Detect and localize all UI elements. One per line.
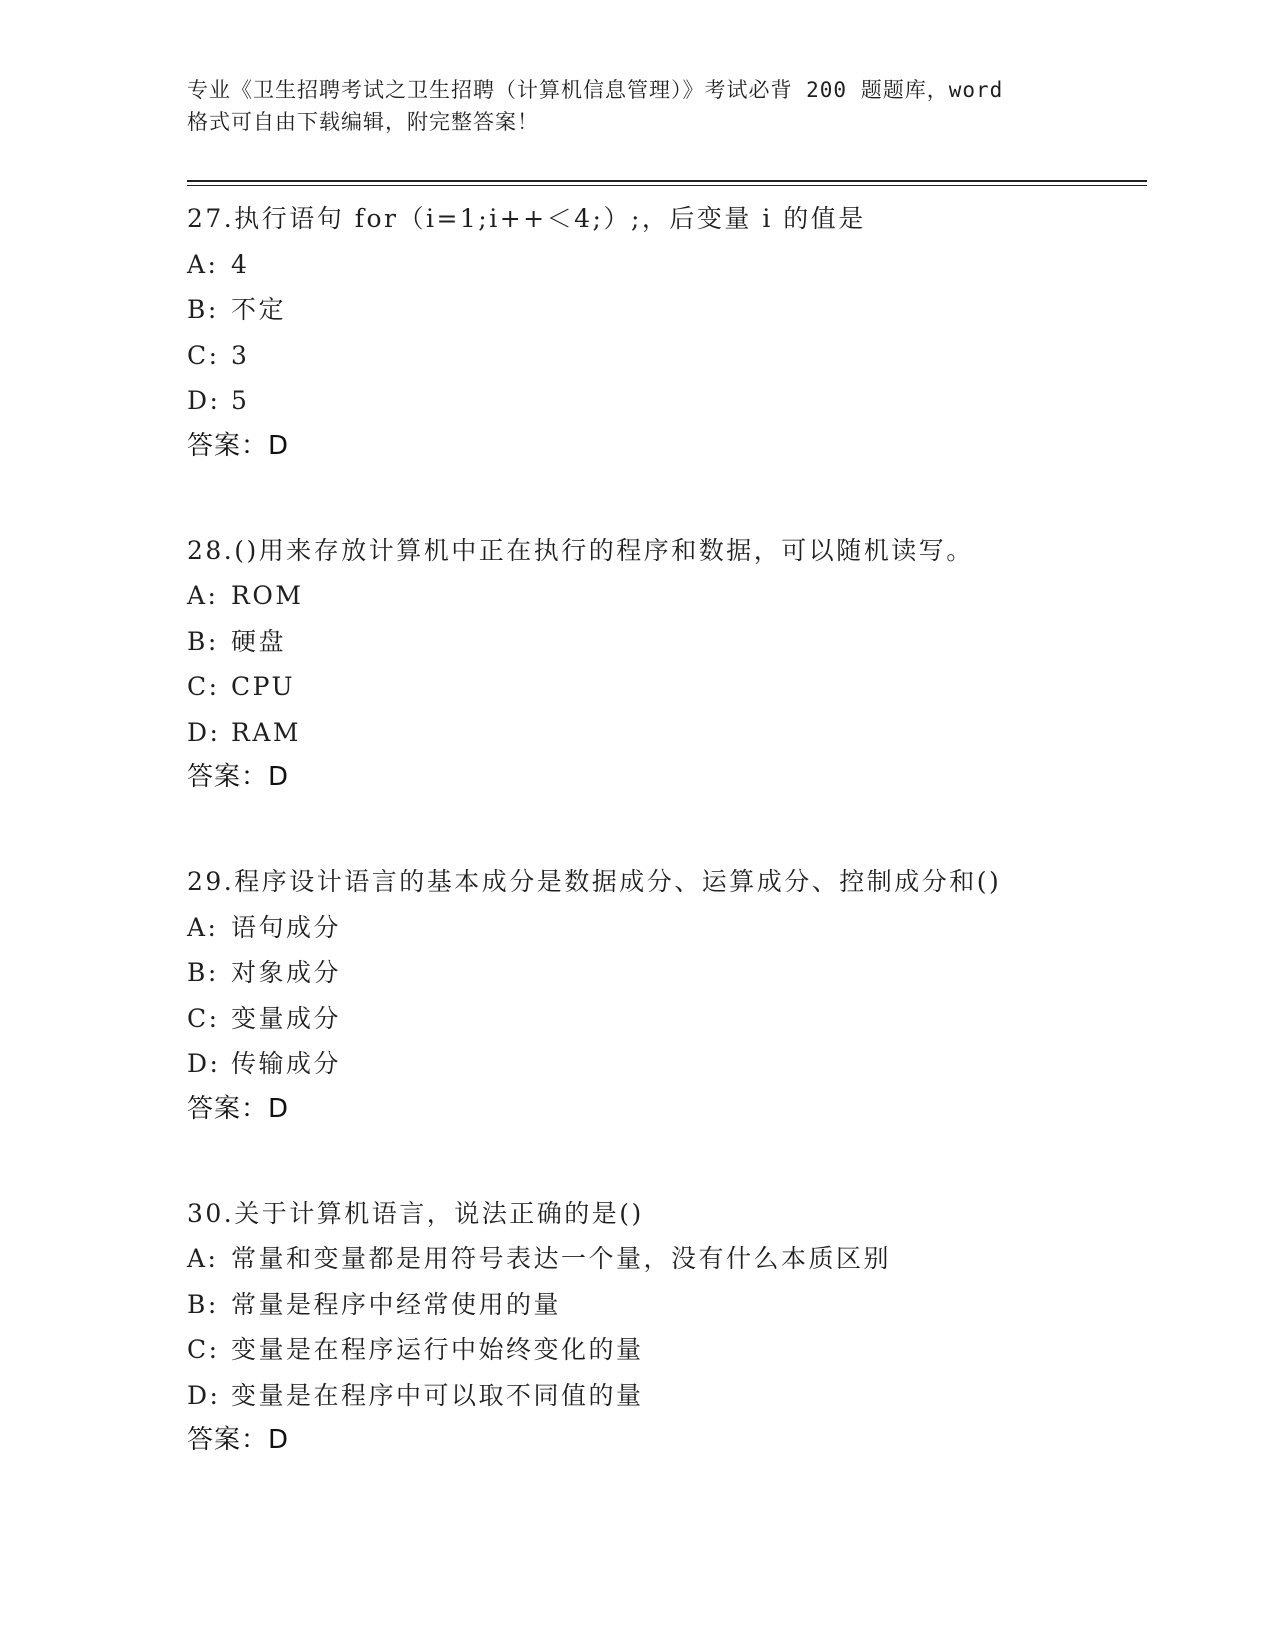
option-key: D: bbox=[187, 1380, 221, 1410]
option-text: 不定 bbox=[231, 295, 287, 324]
option-a bbox=[187, 242, 1147, 288]
option-d bbox=[187, 1373, 1147, 1419]
option-d bbox=[187, 378, 1147, 424]
header-line-1: 专业《卫生招聘考试之卫生招聘（计算机信息管理）》考试必背 200 题题库，word bbox=[187, 78, 1004, 102]
option-text: CPU bbox=[231, 672, 296, 701]
option-b bbox=[187, 287, 1147, 333]
option-key: B: bbox=[187, 1289, 219, 1319]
header-rule-thick bbox=[187, 180, 1147, 182]
question-stem: 28.()用来存放计算机中正在执行的程序和数据，可以随机读写。 bbox=[187, 535, 974, 565]
question-stem: 29.程序设计语言的基本成分是数据成分、运算成分、控制成分和() bbox=[187, 867, 1002, 896]
option-a bbox=[187, 905, 1147, 951]
option-key: D: bbox=[187, 1049, 221, 1078]
question-29 bbox=[187, 859, 1147, 1131]
option-b bbox=[187, 950, 1147, 996]
header-rule-thin bbox=[187, 185, 1147, 186]
option-text: ROM bbox=[231, 581, 304, 610]
answer: 答案：D bbox=[187, 1425, 290, 1455]
option-c bbox=[187, 996, 1147, 1042]
option-text: 变量是在程序中可以取不同值的量 bbox=[231, 1380, 644, 1410]
option-d bbox=[187, 710, 1147, 756]
question-28 bbox=[187, 528, 1147, 800]
option-text: 常量和变量都是用符号表达一个量，没有什么本质区别 bbox=[231, 1244, 892, 1273]
option-text: 3 bbox=[231, 340, 250, 370]
answer: 答案：D bbox=[187, 762, 290, 792]
option-a bbox=[187, 1236, 1147, 1282]
option-text: 变量是在程序运行中始终变化的量 bbox=[231, 1335, 644, 1364]
option-text: 常量是程序中经常使用的量 bbox=[231, 1289, 562, 1319]
option-d bbox=[187, 1041, 1147, 1087]
option-text: 变量成分 bbox=[231, 1003, 342, 1033]
option-key: A: bbox=[187, 249, 219, 279]
option-key: B: bbox=[187, 295, 219, 324]
option-key: A: bbox=[187, 1244, 219, 1273]
option-c bbox=[187, 664, 1147, 710]
option-text: 对象成分 bbox=[231, 958, 342, 987]
option-key: D: bbox=[187, 386, 221, 415]
document-page bbox=[187, 74, 1147, 1522]
question-stem: 27.执行语句 for（i=1;i++＜4;）;，后变量 i 的值是 bbox=[187, 204, 866, 233]
option-key: B: bbox=[187, 626, 219, 656]
option-key: C: bbox=[187, 340, 220, 370]
option-key: C: bbox=[187, 672, 220, 701]
option-key: A: bbox=[187, 912, 219, 942]
option-key: D: bbox=[187, 717, 221, 747]
option-c bbox=[187, 333, 1147, 379]
answer: 答案：D bbox=[187, 430, 290, 461]
option-text: RAM bbox=[231, 717, 301, 747]
option-text: 硬盘 bbox=[231, 626, 287, 656]
question-27 bbox=[187, 196, 1147, 468]
option-key: C: bbox=[187, 1335, 220, 1364]
option-text: 5 bbox=[231, 386, 250, 415]
option-text: 传输成分 bbox=[231, 1049, 342, 1078]
option-text: 语句成分 bbox=[231, 912, 342, 942]
option-key: C: bbox=[187, 1003, 220, 1033]
option-a bbox=[187, 573, 1147, 619]
answer: 答案：D bbox=[187, 1093, 290, 1124]
question-stem: 30.关于计算机语言，说法正确的是() bbox=[187, 1198, 644, 1228]
option-c bbox=[187, 1327, 1147, 1373]
option-key: B: bbox=[187, 958, 219, 987]
question-list bbox=[187, 196, 1147, 1462]
header-line-2: 格式可自由下载编辑，附完整答案！ bbox=[187, 110, 539, 134]
document-header bbox=[187, 74, 1147, 138]
option-b bbox=[187, 1282, 1147, 1328]
question-30 bbox=[187, 1191, 1147, 1463]
option-key: A: bbox=[187, 581, 219, 610]
option-b bbox=[187, 619, 1147, 665]
option-text: 4 bbox=[231, 249, 250, 279]
